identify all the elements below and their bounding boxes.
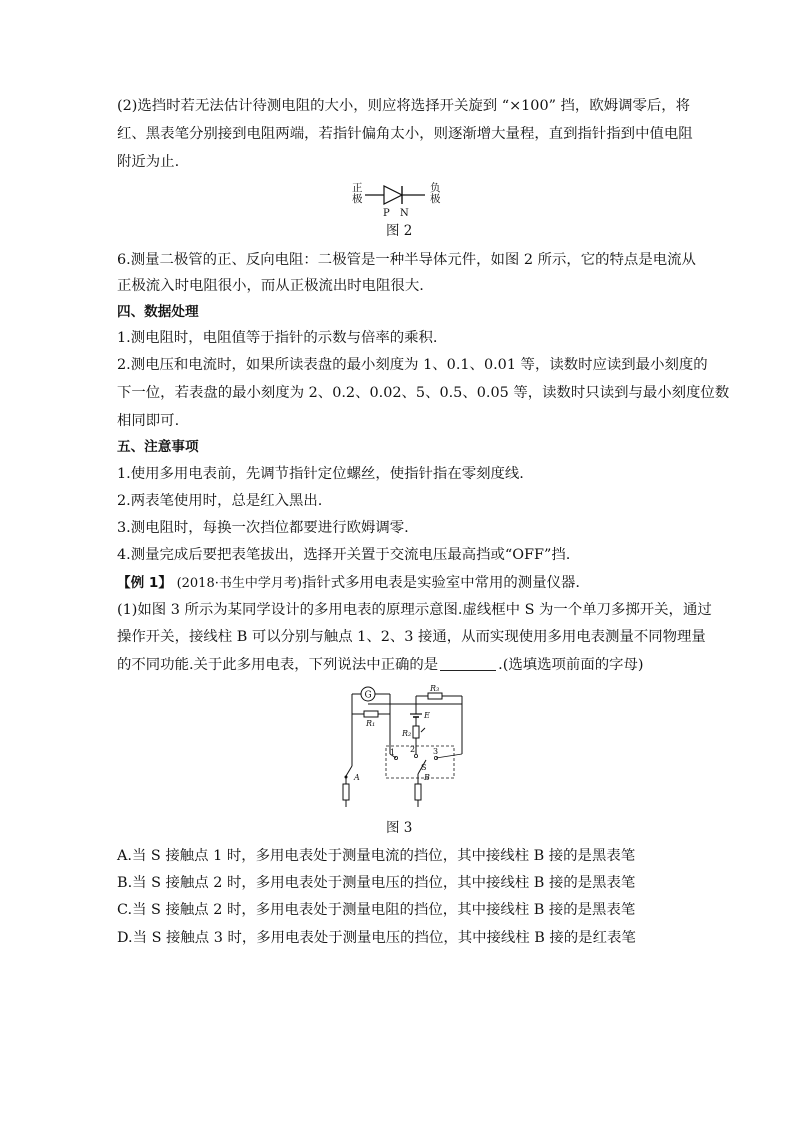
question-1-line-2: 操作开关，接线柱 B 可以分别与触点 1、2、3 接通，从而实现使用多用电表测量不同物理量 <box>117 629 706 645</box>
example-source: (2018·书生中学月考) <box>176 576 302 591</box>
probe-a <box>343 784 349 800</box>
rheostat-arrow <box>421 728 425 732</box>
terminal-b-label: B <box>424 773 430 782</box>
section-4-item-2-line-2: 下一位，若表盘的最小刻度为 2、0.2、0.02、5、0.5、0.05 等，读数时只读到与最小刻度位数 <box>117 385 730 401</box>
section-5-item-3: 3.测电阻时，每换一次挡位都要进行欧姆调零. <box>117 520 409 536</box>
r1-label: R₁ <box>366 719 376 728</box>
example-intro: 指针式多用电表是实验室中常用的测量仪器. <box>301 575 580 591</box>
multimeter-circuit-figure <box>330 684 470 814</box>
r3-label: R₃ <box>430 684 440 693</box>
section-4-item-1: 1.测电阻时，电阻值等于指针的示数与倍率的乘积. <box>117 330 438 346</box>
diode-positive-label: 正极 <box>352 182 363 205</box>
section-5-heading: 五、注意事项 <box>117 439 199 455</box>
option-d[interactable]: D.当 S 接触点 3 时，多用电表处于测量电压的挡位，其中接线柱 B 接的是红表笔 <box>117 930 636 946</box>
example-1-line <box>117 573 580 593</box>
option-b[interactable]: B.当 S 接触点 2 时，多用电表处于测量电压的挡位，其中接线柱 B 接的是黑表笔 <box>117 875 636 891</box>
question-1-line-3 <box>117 655 644 675</box>
question-1-line-3-tail: .(选填选项前面的字母) <box>498 657 644 673</box>
paragraph-2-line-2: 红、黑表笔分别接到电阻两端，若指针偏角太小，则逐渐增大量程，直到指针指到中值电阻 <box>117 126 693 142</box>
terminal-a-label: A <box>354 773 360 782</box>
resistor-r3 <box>428 693 442 699</box>
section-4-item-2-line-1: 2.测电压和电流时，如果所读表盘的最小刻度为 1、0.1、0.01 等，读数时应读到最小刻度的 <box>117 357 708 373</box>
item-6-line-2: 正极流入时电阻很小，而从正极流出时电阻很大. <box>117 278 424 294</box>
question-1-line-1: (1)如图 3 所示为某同学设计的多用电表的原理示意图.虚线框中 S 为一个单刀多掷开关，通过 <box>117 602 712 618</box>
paragraph-2-line-1: (2)选挡时若无法估计待测电阻的大小，则应将选择开关旋到 “×100” 挡，欧姆调零后，将 <box>117 98 691 114</box>
section-4-heading: 四、数据处理 <box>117 304 199 320</box>
resistor-r1 <box>364 711 378 717</box>
question-1-line-3-text: 的不同功能.关于此多用电表，下列说法中正确的是 <box>117 657 439 673</box>
switch-a <box>346 766 352 776</box>
wire-to-contact3 <box>436 754 462 758</box>
answer-blank[interactable] <box>440 655 496 671</box>
paragraph-2-line-3: 附近为止. <box>117 154 180 170</box>
diode-p-label: P <box>383 208 390 219</box>
contact-1-label: 1 <box>390 748 396 757</box>
diode-negative-label: 负极 <box>430 182 441 205</box>
example-tag: 【例 1】 <box>117 575 172 591</box>
contact-2-label: 2 <box>410 745 416 754</box>
contact-2 <box>414 754 417 757</box>
diode-n-label: N <box>400 208 409 219</box>
section-5-item-1: 1.使用多用电表前，先调节指针定位螺丝，使指针指在零刻度线. <box>117 466 524 482</box>
diode-triangle <box>384 186 402 204</box>
section-5-item-2: 2.两表笔使用时，总是红入黑出. <box>117 493 323 509</box>
galvanometer-label: G <box>364 690 372 701</box>
item-6-line-1: 6.测量二极管的正、反向电阻：二极管是一种半导体元件，如图 2 所示，它的特点是电流从 <box>117 252 696 268</box>
figure-3-caption: 图 3 <box>386 820 413 836</box>
section-5-item-4: 4.测量完成后要把表笔拔出，选择开关置于交流电压最高挡或“OFF”挡. <box>117 547 571 563</box>
option-a[interactable]: A.当 S 接触点 1 时，多用电表处于测量电流的挡位，其中接线柱 B 接的是黑表笔 <box>117 848 636 864</box>
option-c[interactable]: C.当 S 接触点 2 时，多用电表处于测量电阻的挡位，其中接线柱 B 接的是黑表笔 <box>117 902 636 918</box>
resistor-r2 <box>413 726 419 738</box>
switch-box <box>386 746 454 778</box>
r2-label: R₂ <box>402 729 412 738</box>
e-label: E <box>424 711 430 720</box>
switch-label: S <box>421 763 427 772</box>
probe-b <box>415 784 421 800</box>
contact-3-label: 3 <box>433 747 439 756</box>
figure-2-caption: 图 2 <box>386 223 413 239</box>
diode-figure <box>340 180 460 220</box>
section-4-item-2-line-3: 相同即可. <box>117 413 180 429</box>
